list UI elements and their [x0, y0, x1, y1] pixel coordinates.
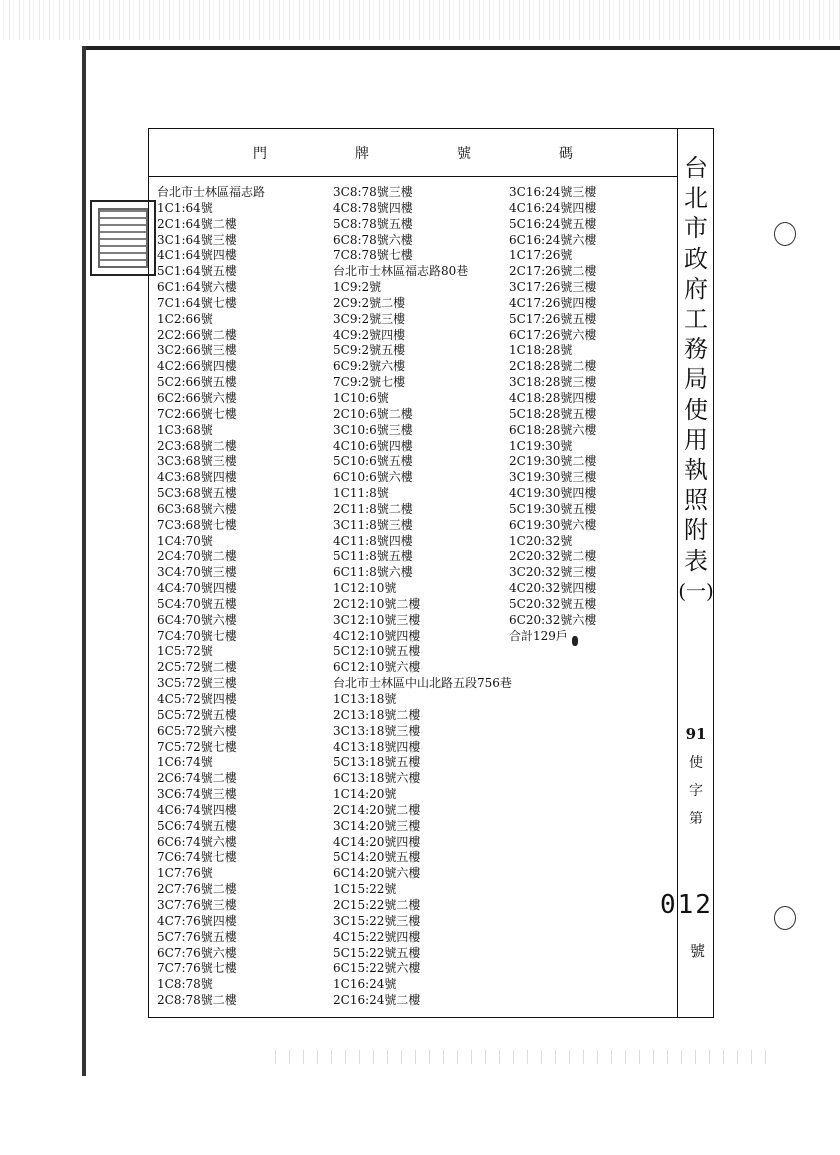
address-entry: 1C20:32號 [509, 533, 573, 548]
address-entry: 3C1:64號三樓 [157, 232, 237, 247]
title-char: 府 [684, 274, 708, 303]
address-entry: 6C13:18號六樓 [333, 771, 421, 786]
address-entry: 4C14:20號四樓 [333, 834, 421, 849]
title-char: 照 [684, 486, 708, 515]
punch-hole-icon [774, 222, 796, 246]
title-char: 北 [684, 184, 708, 213]
address-entry: 3C2:66號三樓 [157, 343, 237, 358]
address-entry: 4C6:74號四樓 [157, 802, 237, 817]
address-entry: 1C7:76號 [157, 866, 213, 881]
address-entry: 5C1:64號五樓 [157, 264, 237, 279]
address-entry: 1C6:74號 [157, 755, 213, 770]
side-title [678, 153, 714, 606]
address-entry: 1C19:30號 [509, 438, 573, 453]
header-label-pai: 牌 [355, 145, 369, 162]
address-entry: 1C15:22號 [333, 882, 397, 897]
address-entry: 2C15:22號二樓 [333, 897, 421, 912]
address-entry: 合計129戶 [509, 628, 568, 643]
address-entry: 2C14:20號二樓 [333, 802, 421, 817]
permit-char: 字 [689, 783, 703, 799]
address-entry: 6C20:32號六樓 [509, 612, 597, 627]
address-entry: 6C10:6號六樓 [333, 470, 413, 485]
address-entry: 2C10:6號二樓 [333, 406, 413, 421]
address-entry: 3C9:2號三樓 [333, 311, 406, 326]
ink-smudge [572, 636, 578, 646]
permit-char: 使 [689, 755, 703, 771]
address-entry: 3C3:68號三樓 [157, 454, 237, 469]
address-entry: 5C2:66號五樓 [157, 375, 237, 390]
address-entry: 2C8:78號二樓 [157, 993, 237, 1008]
address-entry: 6C14:20號六樓 [333, 866, 421, 881]
address-entry: 2C4:70號二樓 [157, 549, 237, 564]
address-entry: 6C18:28號六樓 [509, 422, 597, 437]
address-entry: 6C17:26號六樓 [509, 327, 597, 342]
title-char: 務 [684, 335, 708, 364]
address-entry: 2C18:28號二樓 [509, 359, 597, 374]
address-entry: 4C15:22號四樓 [333, 929, 421, 944]
punch-hole-icon [774, 906, 796, 930]
address-entry: 2C3:68號二樓 [157, 438, 237, 453]
address-entry: 3C10:6號三樓 [333, 422, 413, 437]
address-entry: 5C7:76號五樓 [157, 929, 237, 944]
address-entry: 6C11:8號六樓 [333, 565, 413, 580]
title-char: 用 [684, 425, 708, 454]
header-label-hao: 號 [457, 145, 471, 162]
address-entry: 2C20:32號二樓 [509, 549, 597, 564]
address-entry: 6C1:64號六樓 [157, 280, 237, 295]
address-entry: 5C11:8號五樓 [333, 549, 413, 564]
address-entry: 4C13:18號四樓 [333, 739, 421, 754]
address-entry: 1C5:72號 [157, 644, 213, 659]
address-entry: 7C7:76號七樓 [157, 961, 237, 976]
address-entry: 4C7:76號四樓 [157, 913, 237, 928]
address-entry: 3C14:20號三樓 [333, 818, 421, 833]
title-char: 表 [684, 546, 708, 575]
address-entry: 5C15:22號五樓 [333, 945, 421, 960]
address-entry: 台北市士林區中山北路五段756巷 [333, 676, 512, 691]
address-column-1 [157, 185, 265, 1009]
address-entry: 5C9:2號五樓 [333, 343, 406, 358]
address-entry: 3C5:72號三樓 [157, 676, 237, 691]
address-entry: 1C4:70號 [157, 533, 213, 548]
address-entry: 5C5:72號五樓 [157, 707, 237, 722]
title-char: 使 [684, 395, 708, 424]
address-entry: 6C7:76號六樓 [157, 945, 237, 960]
address-entry: 6C12:10號六樓 [333, 660, 421, 675]
address-entry: 1C1:64號 [157, 200, 213, 215]
address-entry: 3C4:70號三樓 [157, 565, 237, 580]
title-char: 附 [684, 516, 708, 545]
address-entry: 1C18:28號 [509, 343, 573, 358]
seal-stamp-image [98, 208, 148, 268]
address-entry: 3C20:32號三樓 [509, 565, 597, 580]
scan-border-left [82, 46, 86, 1076]
address-entry: 1C9:2號 [333, 280, 382, 295]
address-entry: 4C1:64號四樓 [157, 248, 237, 263]
address-entry: 3C15:22號三樓 [333, 913, 421, 928]
address-entry: 台北市士林區福志路 [157, 185, 266, 199]
address-entry: 5C14:20號五樓 [333, 850, 421, 865]
address-entry: 1C14:20號 [333, 787, 397, 802]
seal-stamp [90, 200, 156, 276]
address-entry: 1C11:8號 [333, 486, 389, 501]
address-entry: 3C11:8號三樓 [333, 517, 413, 532]
address-entry: 6C8:78號六樓 [333, 232, 413, 247]
address-entry: 1C17:26號 [509, 248, 573, 263]
address-entry: 6C4:70號六樓 [157, 612, 237, 627]
address-entry: 1C10:6號 [333, 390, 389, 405]
permit-year: 91 [685, 725, 707, 743]
address-entry: 4C19:30號四樓 [509, 486, 597, 501]
address-entry: 7C3:68號七樓 [157, 517, 237, 532]
address-entry: 1C3:68號 [157, 422, 213, 437]
table-header [149, 129, 677, 177]
address-entry: 6C19:30號六樓 [509, 517, 597, 532]
title-char: 局 [684, 365, 708, 394]
address-entry: 5C18:28號五樓 [509, 406, 597, 421]
address-entry: 2C1:64號二樓 [157, 216, 237, 231]
address-entry: 7C6:74號七樓 [157, 850, 237, 865]
address-entry: 6C3:68號六樓 [157, 501, 237, 516]
address-entry: 6C2:66號六樓 [157, 390, 237, 405]
address-entry: 5C13:18號五樓 [333, 755, 421, 770]
address-entry: 7C8:78號七樓 [333, 248, 413, 263]
address-entry: 3C8:78號三樓 [333, 185, 413, 199]
address-entry: 2C16:24號二樓 [333, 993, 421, 1008]
address-entry: 2C6:74號二樓 [157, 771, 237, 786]
address-column-3 [509, 185, 596, 644]
address-entry: 6C6:74號六樓 [157, 834, 237, 849]
title-char: 市 [684, 214, 708, 243]
address-entry: 5C16:24號五樓 [509, 216, 597, 231]
address-entry: 7C9:2號七樓 [333, 375, 406, 390]
address-table [148, 128, 678, 1018]
address-entry: 3C16:24號三樓 [509, 185, 597, 199]
address-entry: 2C12:10號二樓 [333, 596, 421, 611]
address-entry: 4C9:2號四樓 [333, 327, 406, 342]
address-entry: 5C3:68號五樓 [157, 486, 237, 501]
address-entry: 5C12:10號五樓 [333, 644, 421, 659]
address-entry: 3C6:74號三樓 [157, 787, 237, 802]
address-entry: 4C12:10號四樓 [333, 628, 421, 643]
address-entry: 6C9:2號六樓 [333, 359, 406, 374]
address-entry: 1C8:78號 [157, 977, 213, 992]
address-entry: 7C4:70號七樓 [157, 628, 237, 643]
side-title-column [678, 128, 714, 1018]
address-entry: 3C13:18號三樓 [333, 723, 421, 738]
address-entry: 3C19:30號三樓 [509, 470, 597, 485]
address-entry: 5C20:32號五樓 [509, 596, 597, 611]
address-entry: 4C20:32號四樓 [509, 581, 597, 596]
address-entry: 6C15:22號六樓 [333, 961, 421, 976]
address-entry: 2C5:72號二樓 [157, 660, 237, 675]
address-entry: 7C2:66號七樓 [157, 406, 237, 421]
permit-label [678, 725, 714, 833]
address-entry: 4C18:28號四樓 [509, 390, 597, 405]
address-entry: 2C17:26號二樓 [509, 264, 597, 279]
address-entry: 3C17:26號三樓 [509, 280, 597, 295]
address-entry: 台北市士林區福志路80巷 [333, 264, 469, 279]
margin-tick [82, 896, 84, 908]
address-entry: 1C12:10號 [333, 581, 397, 596]
header-label-ma: 碼 [559, 145, 573, 162]
address-entry: 2C7:76號二樓 [157, 882, 237, 897]
address-entry: 4C11:8號四樓 [333, 533, 413, 548]
address-entry: 4C8:78號四樓 [333, 200, 413, 215]
title-char: 政 [684, 244, 708, 273]
address-entry: 5C17:26號五樓 [509, 311, 597, 326]
address-entry: 5C4:70號五樓 [157, 596, 237, 611]
address-entry: 4C17:26號四樓 [509, 295, 597, 310]
header-label-men: 門 [253, 145, 267, 162]
address-entry: 5C19:30號五樓 [509, 501, 597, 516]
address-entry: 4C5:72號四樓 [157, 692, 237, 706]
title-char: 執 [684, 456, 708, 485]
permit-char: 第 [689, 811, 703, 827]
permit-suffix: 號 [690, 942, 706, 960]
address-entry: 4C10:6號四樓 [333, 438, 413, 453]
address-entry: 3C12:10號三樓 [333, 612, 421, 627]
address-entry: 6C5:72號六樓 [157, 723, 237, 738]
address-entry: 1C16:24號 [333, 977, 397, 992]
title-char: (一) [678, 578, 714, 603]
address-entry: 1C2:66號 [157, 311, 213, 326]
address-entry: 3C7:76號三樓 [157, 897, 237, 912]
address-entry: 2C2:66號二樓 [157, 327, 237, 342]
address-entry: 7C5:72號七樓 [157, 739, 237, 754]
address-entry: 5C8:78號五樓 [333, 216, 413, 231]
address-entry: 4C16:24號四樓 [509, 200, 597, 215]
scan-noise-bottom [270, 1050, 770, 1064]
address-entry: 5C6:74號五樓 [157, 818, 237, 833]
address-entry: 2C19:30號二樓 [509, 454, 597, 469]
address-entry: 4C4:70號四樓 [157, 581, 237, 596]
address-column-2 [333, 185, 512, 1009]
scan-border-top [82, 46, 840, 50]
address-entry: 2C13:18號二樓 [333, 707, 421, 722]
address-entry: 6C16:24號六樓 [509, 232, 597, 247]
title-char: 工 [684, 305, 708, 334]
address-entry: 7C1:64號七樓 [157, 295, 237, 310]
scan-noise [0, 0, 840, 40]
address-entry: 1C13:18號 [333, 692, 397, 706]
address-entry: 5C10:6號五樓 [333, 454, 413, 469]
title-char: 台 [684, 154, 708, 182]
address-entry: 4C3:68號四樓 [157, 470, 237, 485]
permit-number: 012 [660, 890, 713, 920]
address-entry: 2C9:2號二樓 [333, 295, 406, 310]
address-entry: 3C18:28號三樓 [509, 375, 597, 390]
address-entry: 2C11:8號二樓 [333, 501, 413, 516]
address-entry: 4C2:66號四樓 [157, 359, 237, 374]
